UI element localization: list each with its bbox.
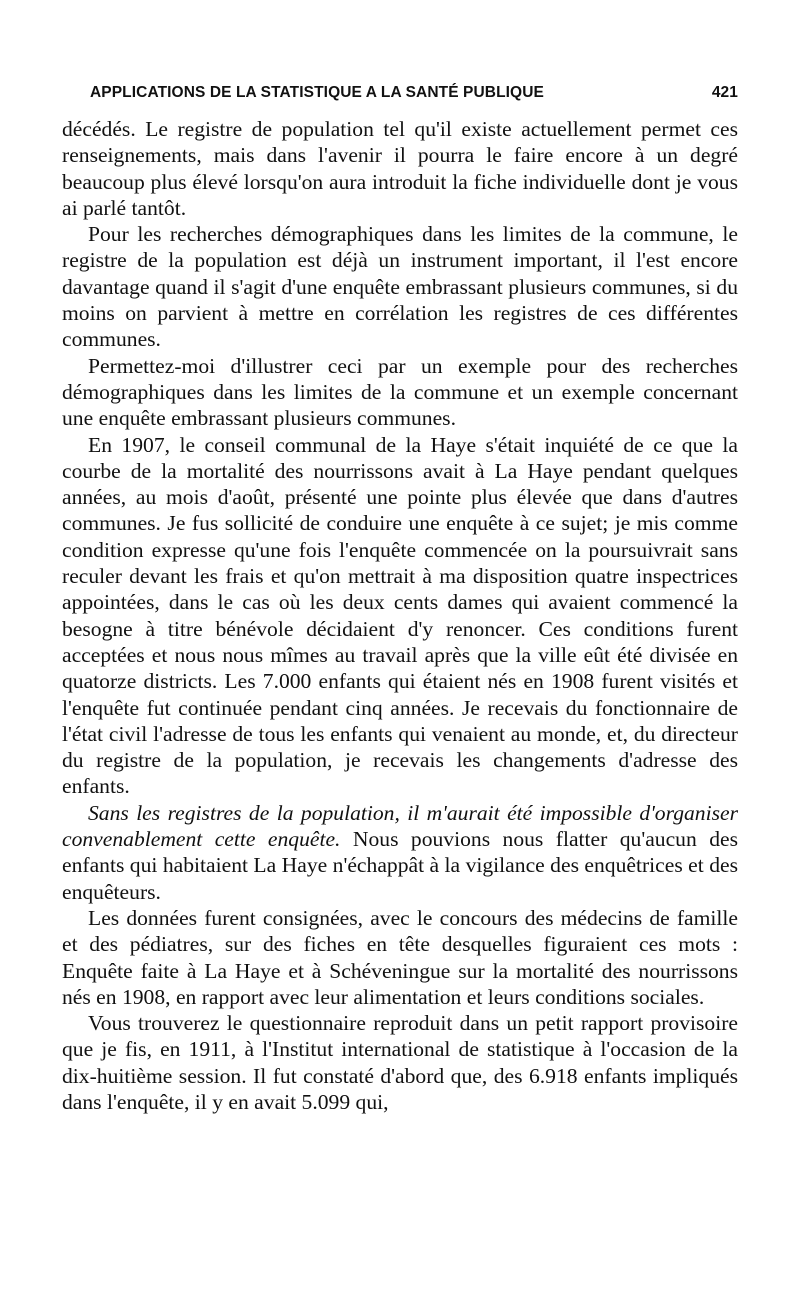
paragraph	[62, 116, 738, 221]
running-header	[62, 84, 738, 102]
paragraph	[62, 221, 738, 352]
paragraph-text: décédés. Le registre de population tel qu'il existe actuellement permet ces renseignements, mais dans l'avenir il pourra le faire encore à un degré beaucoup plus élevé lorsqu'on aura introduit la fiche individuelle dont je vous ai parlé tantôt.	[62, 117, 738, 220]
italic-emphasis: Sans les registres de la population, il m'aurait été impossible d'organiser convenablement cette enquête.	[62, 800, 738, 852]
paragraph-text: Nous pouvions nous flatter qu'aucun des enfants qui habitaient La Haye n'échappât à la vigilance des enquêtrices et des enquêteurs.	[62, 827, 738, 904]
paragraph-text: En 1907, le conseil communal de la Haye s'était inquiété de ce que la courbe de la mortalité des nourrissons avait à La Haye pendant quelques années, au mois d'août, présenté une pointe plus élevée que dans d'autres communes. Je fus sollicité de conduire une enquête à ce sujet; je mis comme condition expresse qu'une fois l'enquête commencée on la poursuivrait sans reculer devant les frais et qu'on mettrait à ma disposition quatre inspectrices appointées, dans le cas où les deux cents dames qui avaient commencé la besogne à titre bénévole décidaient d'y renoncer. Ces conditions furent acceptées et nous nous mîmes au travail après que la ville eût été divisée en quatorze districts. Les 7.000 enfants qui étaient nés en 1908 furent visités et l'enquête fut continuée pendant cinq années. Je recevais du fonctionnaire de l'état civil l'adresse de tous les enfants qui venaient au monde, et, du directeur du registre de la population, je recevais les changements d'adresse des enfants.	[62, 432, 738, 799]
paragraph	[62, 905, 738, 1010]
body-text	[62, 116, 738, 1115]
page-number: 421	[711, 84, 738, 101]
paragraph-text: Vous trouverez le questionnaire reproduit dans un petit rapport provisoire que je fis, en 1911, à l'Institut international de statistique à l'occasion de la dix-huitième session. Il fut constaté d'abord que, des 6.918 enfants impliqués dans l'enquête, il y en avait 5.099 qui,	[62, 1011, 738, 1114]
paragraph	[62, 432, 738, 800]
running-title: APPLICATIONS DE LA STATISTIQUE A LA SANTÉ PUBLIQUE	[90, 84, 544, 101]
paragraph-text: Les données furent consignées, avec le concours des médecins de famille et des pédiatres, sur des fiches en tête desquelles figuraient ces mots : Enquête faite à La Haye et à Schéveningue sur la mortalité des nourrissons nés en 1908, en rapport avec leur alimentation et leurs conditions sociales.	[62, 905, 738, 1009]
paragraph	[62, 800, 738, 905]
paragraph-text: Pour les recherches démographiques dans les limites de la commune, le registre de la population est déjà un instrument important, il l'est encore davantage quand il s'agit d'une enquête embrassant plusieurs communes, si du moins on parvient à mettre en corrélation les registres de ces différentes communes.	[62, 222, 738, 352]
paragraph-text: Permettez-moi d'illustrer ceci par un exemple pour des recherches démographiques dans les limites de la commune et un exemple concernant une enquête embrassant plusieurs communes.	[62, 353, 738, 431]
paragraph	[62, 353, 738, 432]
page-content	[62, 84, 738, 1115]
paragraph	[62, 1010, 738, 1115]
